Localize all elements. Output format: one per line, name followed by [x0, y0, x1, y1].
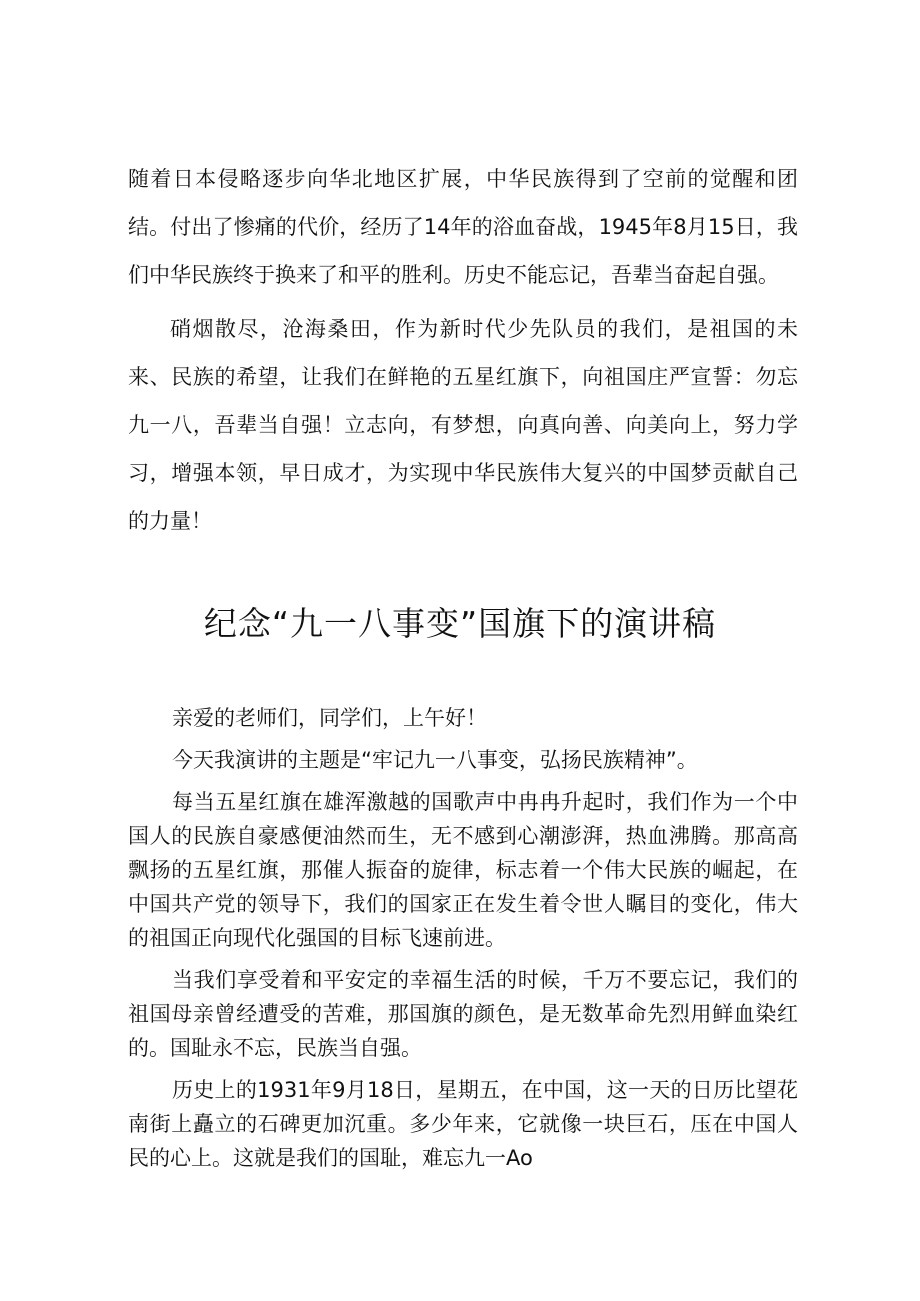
greeting-paragraph: 亲爱的老师们，同学们，上午好！ [172, 706, 487, 730]
paragraph-flag: 每当五星红旗在雄浑激越的国歌声中冉冉升起时，我们作为一个中国人的民族自豪感便油然而生，无不感到心潮澎湃，热血沸腾。那高高飘扬的五星红旗，那催人振奋的旋律，标志着一个伟大民族的崛起，在中国共产党的领导下，我们的国家正在发生着令世人瞩目的变化，伟大的祖国正向现代化强国的目标飞速前进。 [128, 790, 798, 950]
section-2 [128, 701, 798, 1183]
paragraph-2: 硝烟散尽，沧海桑田，作为新时代少先队员的我们，是祖国的未来、民族的希望，让我们在鲜艳的五星红旗下，向祖国庄严宣誓：勿忘九一八，吾辈当自强！立志向，有梦想，向真向善、向美向上，努力学习，增强本领，早日成才，为实现中华民族伟大复兴的中国梦贡献自己的力量！ [128, 317, 798, 533]
paragraph-peace: 当我们享受着和平安定的幸福生活的时候，千万不要忘记，我们的祖国母亲曾经遭受的苦难，那国旗的颜色，是无数革命先烈用鲜血染红的。国耻永不忘，民族当自强。 [128, 968, 798, 1060]
theme-paragraph: 今天我演讲的主题是“牢记九一八事变，弘扬民族精神”。 [172, 748, 698, 772]
paragraph-history: 历史上的1931年9月18日，星期五，在中国，这一天的日历比望花南街上矗立的石碑更加沉重。多少年来，它就像一块巨石，压在中国人民的心上。这就是我们的国耻，难忘九一Ao [128, 1078, 798, 1170]
document-title: 纪念“九一八事变”国旗下的演讲稿 [203, 604, 717, 643]
paragraph-1: 随着日本侵略逐步向华北地区扩展，中华民族得到了空前的觉醒和团结。付出了惨痛的代价，经历了14年的浴血奋战，1945年8月15日，我们中华民族终于换来了和平的胜利。历史不能忘记，吾辈当奋起自强。 [128, 167, 798, 287]
section-1 [128, 155, 798, 545]
